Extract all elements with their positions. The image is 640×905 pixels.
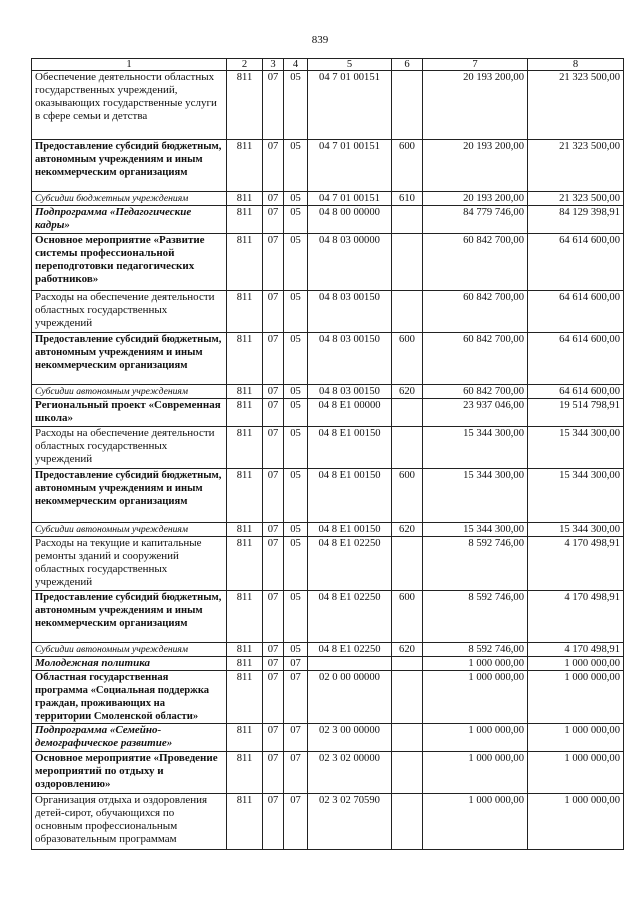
amount-year-1: 20 193 200,00 [423,192,528,206]
target-article-code: 02 0 00 00000 [308,671,392,724]
section-code: 07 [263,591,284,643]
section-code: 07 [263,206,284,234]
target-article-code: 04 8 03 00000 [308,234,392,291]
target-article-code: 04 8 E1 00000 [308,399,392,427]
budget-table [31,58,624,850]
item-name: Подпрограмма «Педагогические кадры» [32,206,227,234]
admin-code: 811 [227,206,263,234]
amount-year-1: 60 842 700,00 [423,234,528,291]
amount-year-1: 20 193 200,00 [423,140,528,192]
admin-code: 811 [227,333,263,385]
target-article-code: 04 8 E1 00150 [308,469,392,523]
table-row [32,291,624,333]
expense-type-code [392,724,423,752]
table-row [32,591,624,643]
section-code: 07 [263,794,284,850]
amount-year-2: 15 344 300,00 [528,523,624,537]
target-article-code: 04 7 01 00151 [308,71,392,140]
admin-code: 811 [227,234,263,291]
amount-year-1: 1 000 000,00 [423,671,528,724]
admin-code: 811 [227,724,263,752]
amount-year-2: 64 614 600,00 [528,333,624,385]
target-article-code: 04 8 E1 02250 [308,537,392,591]
table-row [32,469,624,523]
section-code: 07 [263,469,284,523]
subsection-code: 05 [284,333,308,385]
table-row [32,71,624,140]
expense-type-code [392,206,423,234]
amount-year-2: 4 170 498,91 [528,537,624,591]
item-name: Основное мероприятие «Проведение мероприятий по отдыху и оздоровлению» [32,752,227,794]
item-name: Предоставление субсидий бюджетным, автономным учреждениям и иным некоммерческим организациям [32,140,227,192]
section-code: 07 [263,427,284,469]
amount-year-2: 84 129 398,91 [528,206,624,234]
section-code: 07 [263,752,284,794]
expense-type-code: 600 [392,333,423,385]
admin-code: 811 [227,794,263,850]
header-cell: 6 [392,59,423,71]
expense-type-code [392,291,423,333]
item-name: Обеспечение деятельности областных государственных учреждений, оказывающих государственные услуги в сфере семьи и детства [32,71,227,140]
target-article-code: 04 8 00 00000 [308,206,392,234]
subsection-code: 05 [284,399,308,427]
item-name: Предоставление субсидий бюджетным, автономным учреждениям и иным некоммерческим организациям [32,591,227,643]
amount-year-1: 84 779 746,00 [423,206,528,234]
header-cell: 7 [423,59,528,71]
admin-code: 811 [227,523,263,537]
page-number: 839 [311,34,329,46]
header-cell: 2 [227,59,263,71]
item-name: Предоставление субсидий бюджетным, автономным учреждениям и иным некоммерческим организациям [32,469,227,523]
amount-year-2: 64 614 600,00 [528,385,624,399]
target-article-code: 04 8 E1 00150 [308,427,392,469]
amount-year-1: 15 344 300,00 [423,469,528,523]
amount-year-2: 1 000 000,00 [528,724,624,752]
expense-type-code [392,427,423,469]
subsection-code: 05 [284,140,308,192]
subsection-code: 07 [284,671,308,724]
target-article-code: 04 8 E1 02250 [308,591,392,643]
amount-year-1: 1 000 000,00 [423,724,528,752]
target-article-code: 02 3 00 00000 [308,724,392,752]
section-code: 07 [263,234,284,291]
expense-type-code: 610 [392,192,423,206]
target-article-code: 04 8 03 00150 [308,291,392,333]
amount-year-1: 8 592 746,00 [423,537,528,591]
header-cell: 5 [308,59,392,71]
amount-year-2: 64 614 600,00 [528,291,624,333]
target-article-code: 04 8 03 00150 [308,333,392,385]
table-row [32,427,624,469]
table-row [32,192,624,206]
admin-code: 811 [227,385,263,399]
amount-year-2: 19 514 798,91 [528,399,624,427]
amount-year-2: 1 000 000,00 [528,657,624,671]
admin-code: 811 [227,671,263,724]
item-name: Расходы на текущие и капитальные ремонты зданий и сооружений областных государственных учреждений [32,537,227,591]
amount-year-2: 1 000 000,00 [528,671,624,724]
section-code: 07 [263,333,284,385]
section-code: 07 [263,671,284,724]
section-code: 07 [263,523,284,537]
section-code: 07 [263,71,284,140]
subsection-code: 05 [284,192,308,206]
item-name: Субсидии автономным учреждениям [32,643,227,657]
item-name: Региональный проект «Современная школа» [32,399,227,427]
amount-year-2: 1 000 000,00 [528,794,624,850]
target-article-code: 04 8 E1 00150 [308,523,392,537]
section-code: 07 [263,643,284,657]
table-row [32,140,624,192]
amount-year-2: 15 344 300,00 [528,427,624,469]
expense-type-code: 600 [392,469,423,523]
target-article-code: 04 8 E1 02250 [308,643,392,657]
admin-code: 811 [227,192,263,206]
table-row [32,657,624,671]
admin-code: 811 [227,469,263,523]
subsection-code: 05 [284,469,308,523]
section-code: 07 [263,537,284,591]
expense-type-code [392,234,423,291]
subsection-code: 05 [284,643,308,657]
target-article-code: 04 8 03 00150 [308,385,392,399]
amount-year-2: 15 344 300,00 [528,469,624,523]
section-code: 07 [263,140,284,192]
header-cell: 1 [32,59,227,71]
admin-code: 811 [227,657,263,671]
section-code: 07 [263,399,284,427]
admin-code: 811 [227,427,263,469]
table-row [32,234,624,291]
expense-type-code: 620 [392,523,423,537]
amount-year-2: 4 170 498,91 [528,591,624,643]
header-cell: 8 [528,59,624,71]
header-cell: 3 [263,59,284,71]
expense-type-code [392,671,423,724]
item-name: Молодежная политика [32,657,227,671]
subsection-code: 05 [284,537,308,591]
table-row [32,399,624,427]
item-name: Областная государственная программа «Социальная поддержка граждан, проживающих на территории Смоленской области» [32,671,227,724]
expense-type-code [392,752,423,794]
amount-year-1: 20 193 200,00 [423,71,528,140]
amount-year-2: 1 000 000,00 [528,752,624,794]
subsection-code: 07 [284,724,308,752]
amount-year-1: 60 842 700,00 [423,385,528,399]
expense-type-code [392,71,423,140]
amount-year-1: 60 842 700,00 [423,333,528,385]
amount-year-2: 4 170 498,91 [528,643,624,657]
item-name: Подпрограмма «Семейно-демографическое развитие» [32,724,227,752]
admin-code: 811 [227,591,263,643]
table-row [32,671,624,724]
target-article-code: 04 7 01 00151 [308,192,392,206]
table-row [32,643,624,657]
item-name: Субсидии автономным учреждениям [32,523,227,537]
amount-year-1: 23 937 046,00 [423,399,528,427]
target-article-code: 02 3 02 00000 [308,752,392,794]
expense-type-code: 600 [392,140,423,192]
section-code: 07 [263,724,284,752]
amount-year-1: 15 344 300,00 [423,427,528,469]
table-row [32,752,624,794]
amount-year-1: 8 592 746,00 [423,643,528,657]
table-body [32,71,624,850]
section-code: 07 [263,291,284,333]
target-article-code: 02 3 02 70590 [308,794,392,850]
admin-code: 811 [227,71,263,140]
target-article-code: 04 7 01 00151 [308,140,392,192]
expense-type-code: 620 [392,385,423,399]
amount-year-1: 15 344 300,00 [423,523,528,537]
admin-code: 811 [227,140,263,192]
table-row [32,206,624,234]
subsection-code: 05 [284,523,308,537]
item-name: Субсидии бюджетным учреждениям [32,192,227,206]
admin-code: 811 [227,752,263,794]
subsection-code: 07 [284,752,308,794]
subsection-code: 05 [284,234,308,291]
subsection-code: 05 [284,291,308,333]
subsection-code: 07 [284,794,308,850]
item-name: Расходы на обеспечение деятельности областных государственных учреждений [32,291,227,333]
item-name: Основное мероприятие «Развитие системы профессиональной переподготовки педагогических работников» [32,234,227,291]
admin-code: 811 [227,537,263,591]
amount-year-1: 60 842 700,00 [423,291,528,333]
table-row [32,385,624,399]
admin-code: 811 [227,643,263,657]
table-row [32,333,624,385]
table-row [32,724,624,752]
section-code: 07 [263,385,284,399]
amount-year-2: 64 614 600,00 [528,234,624,291]
subsection-code: 07 [284,657,308,671]
subsection-code: 05 [284,206,308,234]
header-row [32,59,624,71]
amount-year-1: 8 592 746,00 [423,591,528,643]
admin-code: 811 [227,399,263,427]
subsection-code: 05 [284,427,308,469]
expense-type-code [392,794,423,850]
amount-year-2: 21 323 500,00 [528,140,624,192]
subsection-code: 05 [284,591,308,643]
expense-type-code [392,399,423,427]
expense-type-code: 620 [392,643,423,657]
section-code: 07 [263,657,284,671]
subsection-code: 05 [284,71,308,140]
table-row [32,537,624,591]
amount-year-1: 1 000 000,00 [423,794,528,850]
table-row [32,794,624,850]
item-name: Расходы на обеспечение деятельности областных государственных учреждений [32,427,227,469]
expense-type-code: 600 [392,591,423,643]
amount-year-1: 1 000 000,00 [423,657,528,671]
amount-year-1: 1 000 000,00 [423,752,528,794]
table-row [32,523,624,537]
header-cell: 4 [284,59,308,71]
amount-year-2: 21 323 500,00 [528,192,624,206]
amount-year-2: 21 323 500,00 [528,71,624,140]
section-code: 07 [263,192,284,206]
target-article-code [308,657,392,671]
admin-code: 811 [227,291,263,333]
subsection-code: 05 [284,385,308,399]
item-name: Предоставление субсидий бюджетным, автономным учреждениям и иным некоммерческим организациям [32,333,227,385]
item-name: Организация отдыха и оздоровления детей-сирот, обучающихся по основным профессиональным образовательным программам [32,794,227,850]
expense-type-code [392,537,423,591]
expense-type-code [392,657,423,671]
item-name: Субсидии автономным учреждениям [32,385,227,399]
